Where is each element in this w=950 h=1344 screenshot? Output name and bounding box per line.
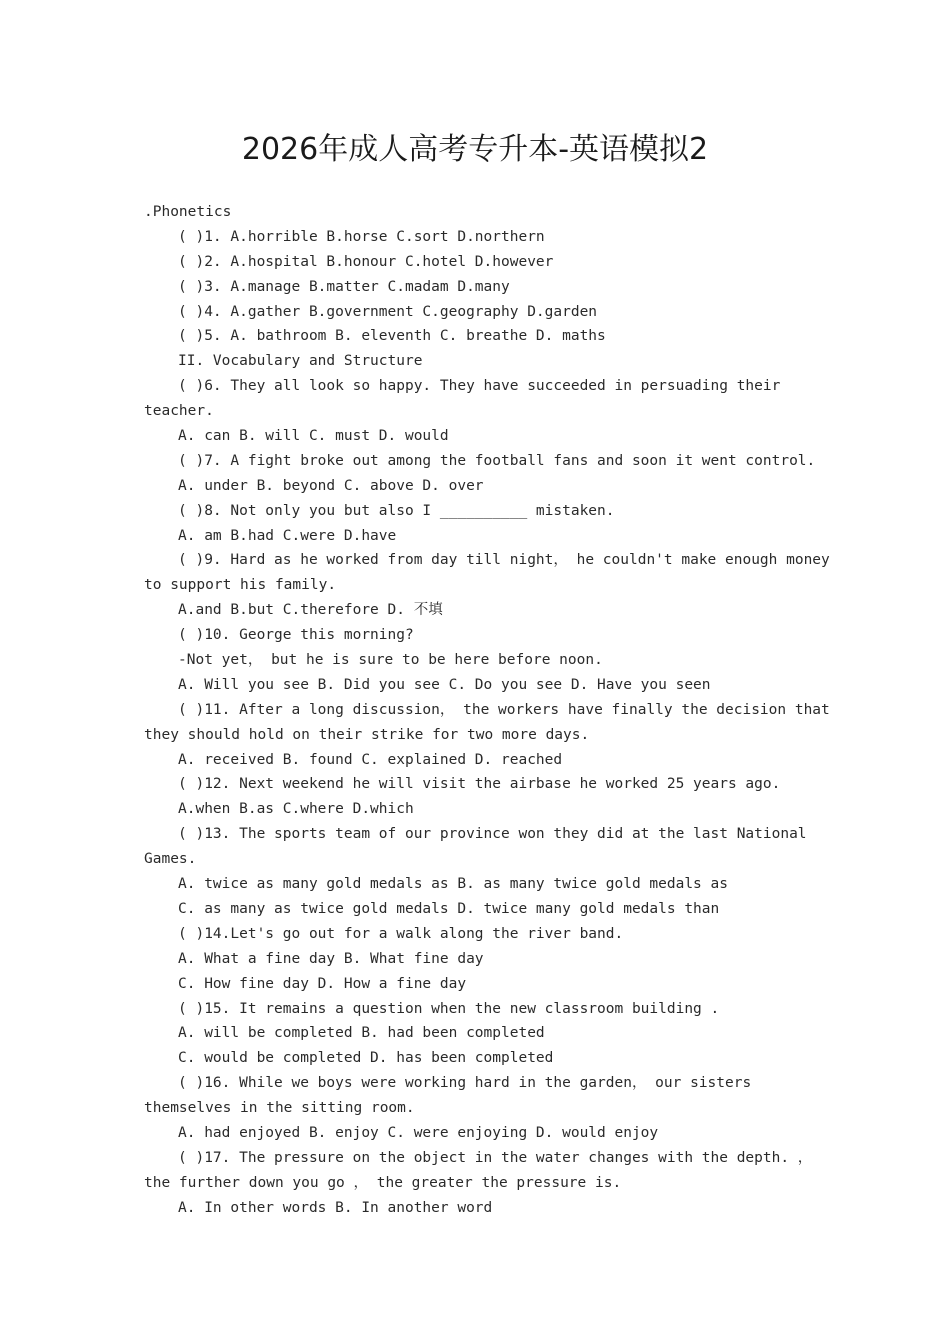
text-line: A. In other words B. In another word	[178, 1199, 493, 1216]
text-line: .Phonetics	[144, 204, 232, 220]
text-line: A. What a fine day B. What fine day	[178, 950, 484, 967]
text-line: ( )7. A fight broke out among the football fans and soon it went control.	[178, 452, 816, 469]
text-line: C. as many as twice gold medals D. twice many gold medals than	[178, 900, 720, 917]
page-title: 2026年成人高考专升本-英语模拟2	[241, 132, 709, 167]
text-line: to support his family.	[144, 577, 337, 594]
text-line: -Not yet， but he is sure to be here before noon.	[178, 652, 603, 669]
text-line: ( )9. Hard as he worked from day till night， he couldn't make enough money	[178, 552, 830, 569]
text-line: themselves in the sitting room.	[144, 1100, 415, 1117]
text-line: teacher.	[144, 403, 214, 420]
text-line: A. had enjoyed B. enjoy C. were enjoying D. would enjoy	[178, 1124, 659, 1141]
text-line: ( )6. They all look so happy. They have succeeded in persuading their	[178, 378, 781, 395]
text-line: A. will be completed B. had been completed	[178, 1025, 545, 1042]
text-line: ( )13. The sports team of our province won they did at the last National	[178, 826, 807, 843]
text-line: they should hold on their strike for two more days.	[144, 726, 590, 743]
text-line: ( )5. A. bathroom B. eleventh C. breathe D. maths	[178, 328, 606, 345]
text-line: A. under B. beyond C. above D. over	[178, 477, 484, 494]
text-line: ( )4. A.gather B.government C.geography D.garden	[178, 303, 598, 320]
text-line: ( )17. The pressure on the object in the water changes with the depth. ，	[178, 1149, 813, 1166]
text-line: ( )11. After a long discussion， the workers have finally the decision that	[178, 701, 830, 718]
text-line: Games.	[144, 851, 197, 868]
text-line: the further down you go ， the greater the pressure is.	[144, 1174, 622, 1191]
text-line: C. How fine day D. How a fine day	[178, 975, 467, 992]
text-line: A. am B.had C.were D.have	[178, 527, 397, 544]
text-line: ( )3. A.manage B.matter C.madam D.many	[178, 278, 510, 295]
document-body	[144, 200, 844, 1221]
text-line: A. can B. will C. must D. would	[178, 428, 449, 445]
text-line: ( )8. Not only you but also I __________ mistaken.	[178, 502, 615, 519]
text-line: ( )10. George this morning?	[178, 627, 414, 644]
text-line: ( )16. While we boys were working hard in the garden， our sisters	[178, 1075, 752, 1092]
text-line: ( )2. A.hospital B.honour C.hotel D.however	[178, 253, 554, 270]
text-line: II. Vocabulary and Structure	[178, 353, 423, 370]
text-line: A. Will you see B. Did you see C. Do you see D. Have you seen	[178, 676, 711, 693]
text-line: ( )14.Let's go out for a walk along the river band.	[178, 925, 624, 942]
text-line: A. twice as many gold medals as B. as many twice gold medals as	[178, 876, 728, 893]
text-line: A.and B.but C.therefore D. 不填	[178, 602, 443, 619]
text-line: A. received B. found C. explained D. reached	[178, 751, 563, 768]
text-line: C. would be completed D. has been completed	[178, 1050, 554, 1067]
text-line: ( )12. Next weekend he will visit the airbase he worked 25 years ago.	[178, 776, 781, 793]
text-line: A.when B.as C.where D.which	[178, 801, 414, 818]
text-line: ( )15. It remains a question when the new classroom building .	[178, 1000, 720, 1017]
text-line: ( )1. A.horrible B.horse C.sort D.northern	[178, 228, 545, 245]
